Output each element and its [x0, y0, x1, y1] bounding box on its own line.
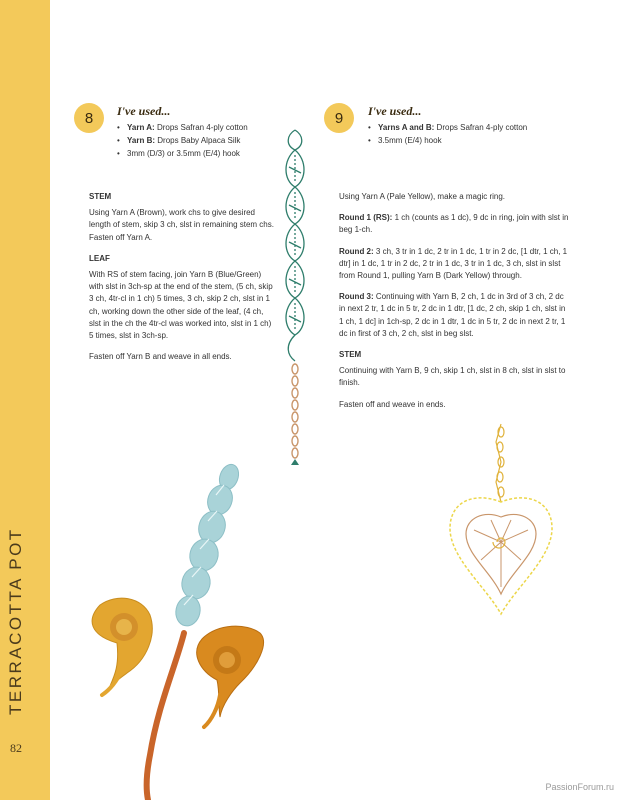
stem-text: Using Yarn A (Brown), work chs to give desired length of stem, skip 3 ch, slst in remaining stem chs. Fasten off Yarn A.: [89, 208, 274, 242]
pattern-9-materials: [368, 121, 538, 147]
leaf-heading: LEAF: [89, 253, 110, 263]
watermark: PassionForum.ru: [545, 782, 614, 792]
material-item: • Yarn A: Drops Safran 4-ply cotton: [117, 121, 297, 134]
material-item: • Yarns A and B: Drops Safran 4-ply cotton: [368, 121, 538, 134]
chapter-title: TERRACOTTA POT: [6, 527, 25, 715]
pattern-8-used-label: I've used...: [117, 104, 171, 118]
material-item: • 3.5mm (E/4) hook: [368, 134, 538, 147]
pattern-9-used-label: I've used...: [368, 104, 422, 118]
pattern-9-badge: 9: [324, 103, 354, 133]
crochet-chart-8: [275, 125, 315, 470]
stem-text: Continuing with Yarn B, 9 ch, skip 1 ch, slst in 8 ch, slst in slst to finish.: [339, 366, 566, 388]
stem-heading: STEM: [89, 192, 112, 201]
material-item: • Yarn B: Drops Baby Alpaca Silk: [117, 134, 297, 147]
crochet-chart-9: [446, 422, 556, 617]
intro-text: Using Yarn A (Pale Yellow), make a magic ring.: [339, 192, 506, 201]
round-1: Round 1 (RS): 1 ch (counts as 1 dc), 9 dc in ring, join with slst in beg 1-ch.: [339, 213, 569, 235]
page-number: 82: [10, 741, 22, 755]
round-2: Round 2: 3 ch, 3 tr in 1 dc, 2 tr in 1 dc, 1 tr in 2 dc, [1 dtr, 1 ch, 1 dtr] in 1 dc, 1 tr in 2 dc, 2 tr in 1 dc, 3 tr in 1 dc, 3 ch, slst in slst from Round 1, pulling Yarn B (Dark Yellow) through.: [339, 246, 568, 281]
fasten-text: Fasten off and weave in ends.: [339, 399, 446, 409]
leaf-text: With RS of stem facing, join Yarn B (Blue/Green) with slst in 3ch-sp at the end of the stem, (5 ch, skip 3 ch, 4tr-cl in 1 ch) 5 times, 3 ch, skip 2 ch, slst in 1 ch, working down the other side of the leaf, (4 ch, slst in the ch the 4tr-cl was worked into, slst in 1 ch) 5 times, slst in 3ch-sp.: [89, 270, 273, 341]
orange-leaf: [197, 626, 264, 727]
material-item: • 3mm (D/3) or 3.5mm (E/4) hook: [117, 147, 297, 160]
stem-heading: STEM: [339, 350, 362, 360]
crochet-leaves-photo: [72, 455, 312, 800]
round-3: Round 3: Continuing with Yarn B, 2 ch, 1 dc in 3rd of 3 ch, 2 dc in next 2 tr, 1 dc in 5 tr, 2 dc in 1 dtr, [1 dc, 2 ch, skip 1 ch, slst in 1 ch, 1 dc] in 1ch-sp, 2 dc in 1 dtr, 1 dc in 5 tr, 2 dc in next 2 tr, 1 dc in first of 3 ch, 2 ch, slst in beg slst.: [339, 292, 566, 338]
pattern-9-instructions: [339, 191, 571, 420]
pattern-8-badge: 8: [74, 103, 104, 133]
pattern-8-materials: [117, 121, 297, 160]
fasten-text: Fasten off Yarn B and weave in all ends.: [89, 352, 232, 362]
pattern-8-instructions: [89, 191, 274, 372]
mustard-leaf: [92, 598, 152, 695]
